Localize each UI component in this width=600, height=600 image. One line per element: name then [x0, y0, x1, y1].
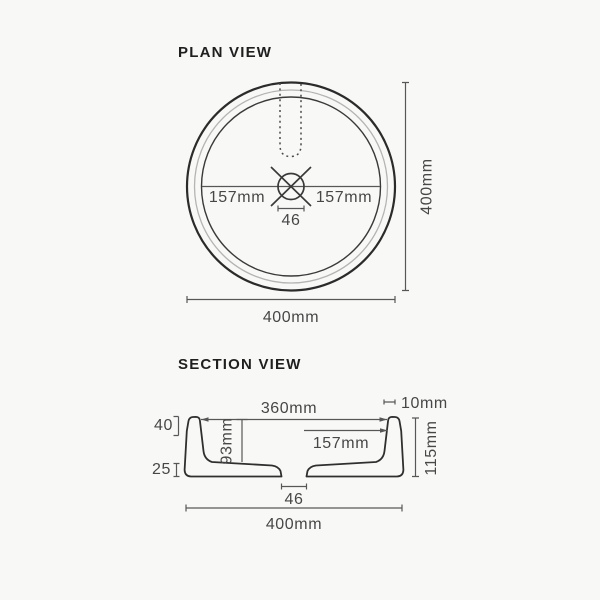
section-wall-thickness-dimension [384, 395, 448, 412]
section-wall-thickness-label: 10mm [401, 395, 448, 412]
section-width-dimension [186, 505, 402, 534]
plan-view-title: PLAN VIEW [178, 44, 273, 61]
section-rim-depth-dimension [154, 417, 179, 436]
section-drain-dimension [282, 484, 307, 509]
section-base-height-dimension [152, 461, 180, 478]
plan-height-label: 400mm [418, 158, 436, 215]
plan-overflow-slot-dashed [280, 83, 301, 157]
section-center-to-wall-dimension [304, 428, 388, 452]
plan-width-dimension [187, 296, 395, 326]
section-height-dimension [412, 418, 440, 477]
section-bowl-depth-dimension [219, 418, 248, 465]
plan-view [178, 44, 436, 326]
section-height-label: 115mm [423, 420, 440, 476]
plan-drain-width-label: 46 [281, 212, 301, 229]
plan-width-label: 400mm [262, 309, 320, 326]
section-center-to-wall-label: 157mm [312, 435, 370, 452]
section-view [152, 356, 448, 533]
section-drain-width-label: 46 [284, 491, 304, 508]
section-rim-depth-label: 40 [154, 417, 173, 434]
plan-drain-dimension [278, 206, 304, 230]
plan-height-dimension [402, 83, 436, 291]
section-base-height-label: 25 [152, 461, 171, 478]
section-view-title: SECTION VIEW [178, 356, 302, 373]
plan-radius-left-label: 157mm [208, 189, 266, 206]
plan-radius-right-label: 157mm [315, 189, 373, 206]
section-inner-width-label: 360mm [260, 400, 318, 417]
section-bowl-depth-label: 93mm [218, 417, 236, 465]
section-width-label: 400mm [265, 516, 323, 533]
